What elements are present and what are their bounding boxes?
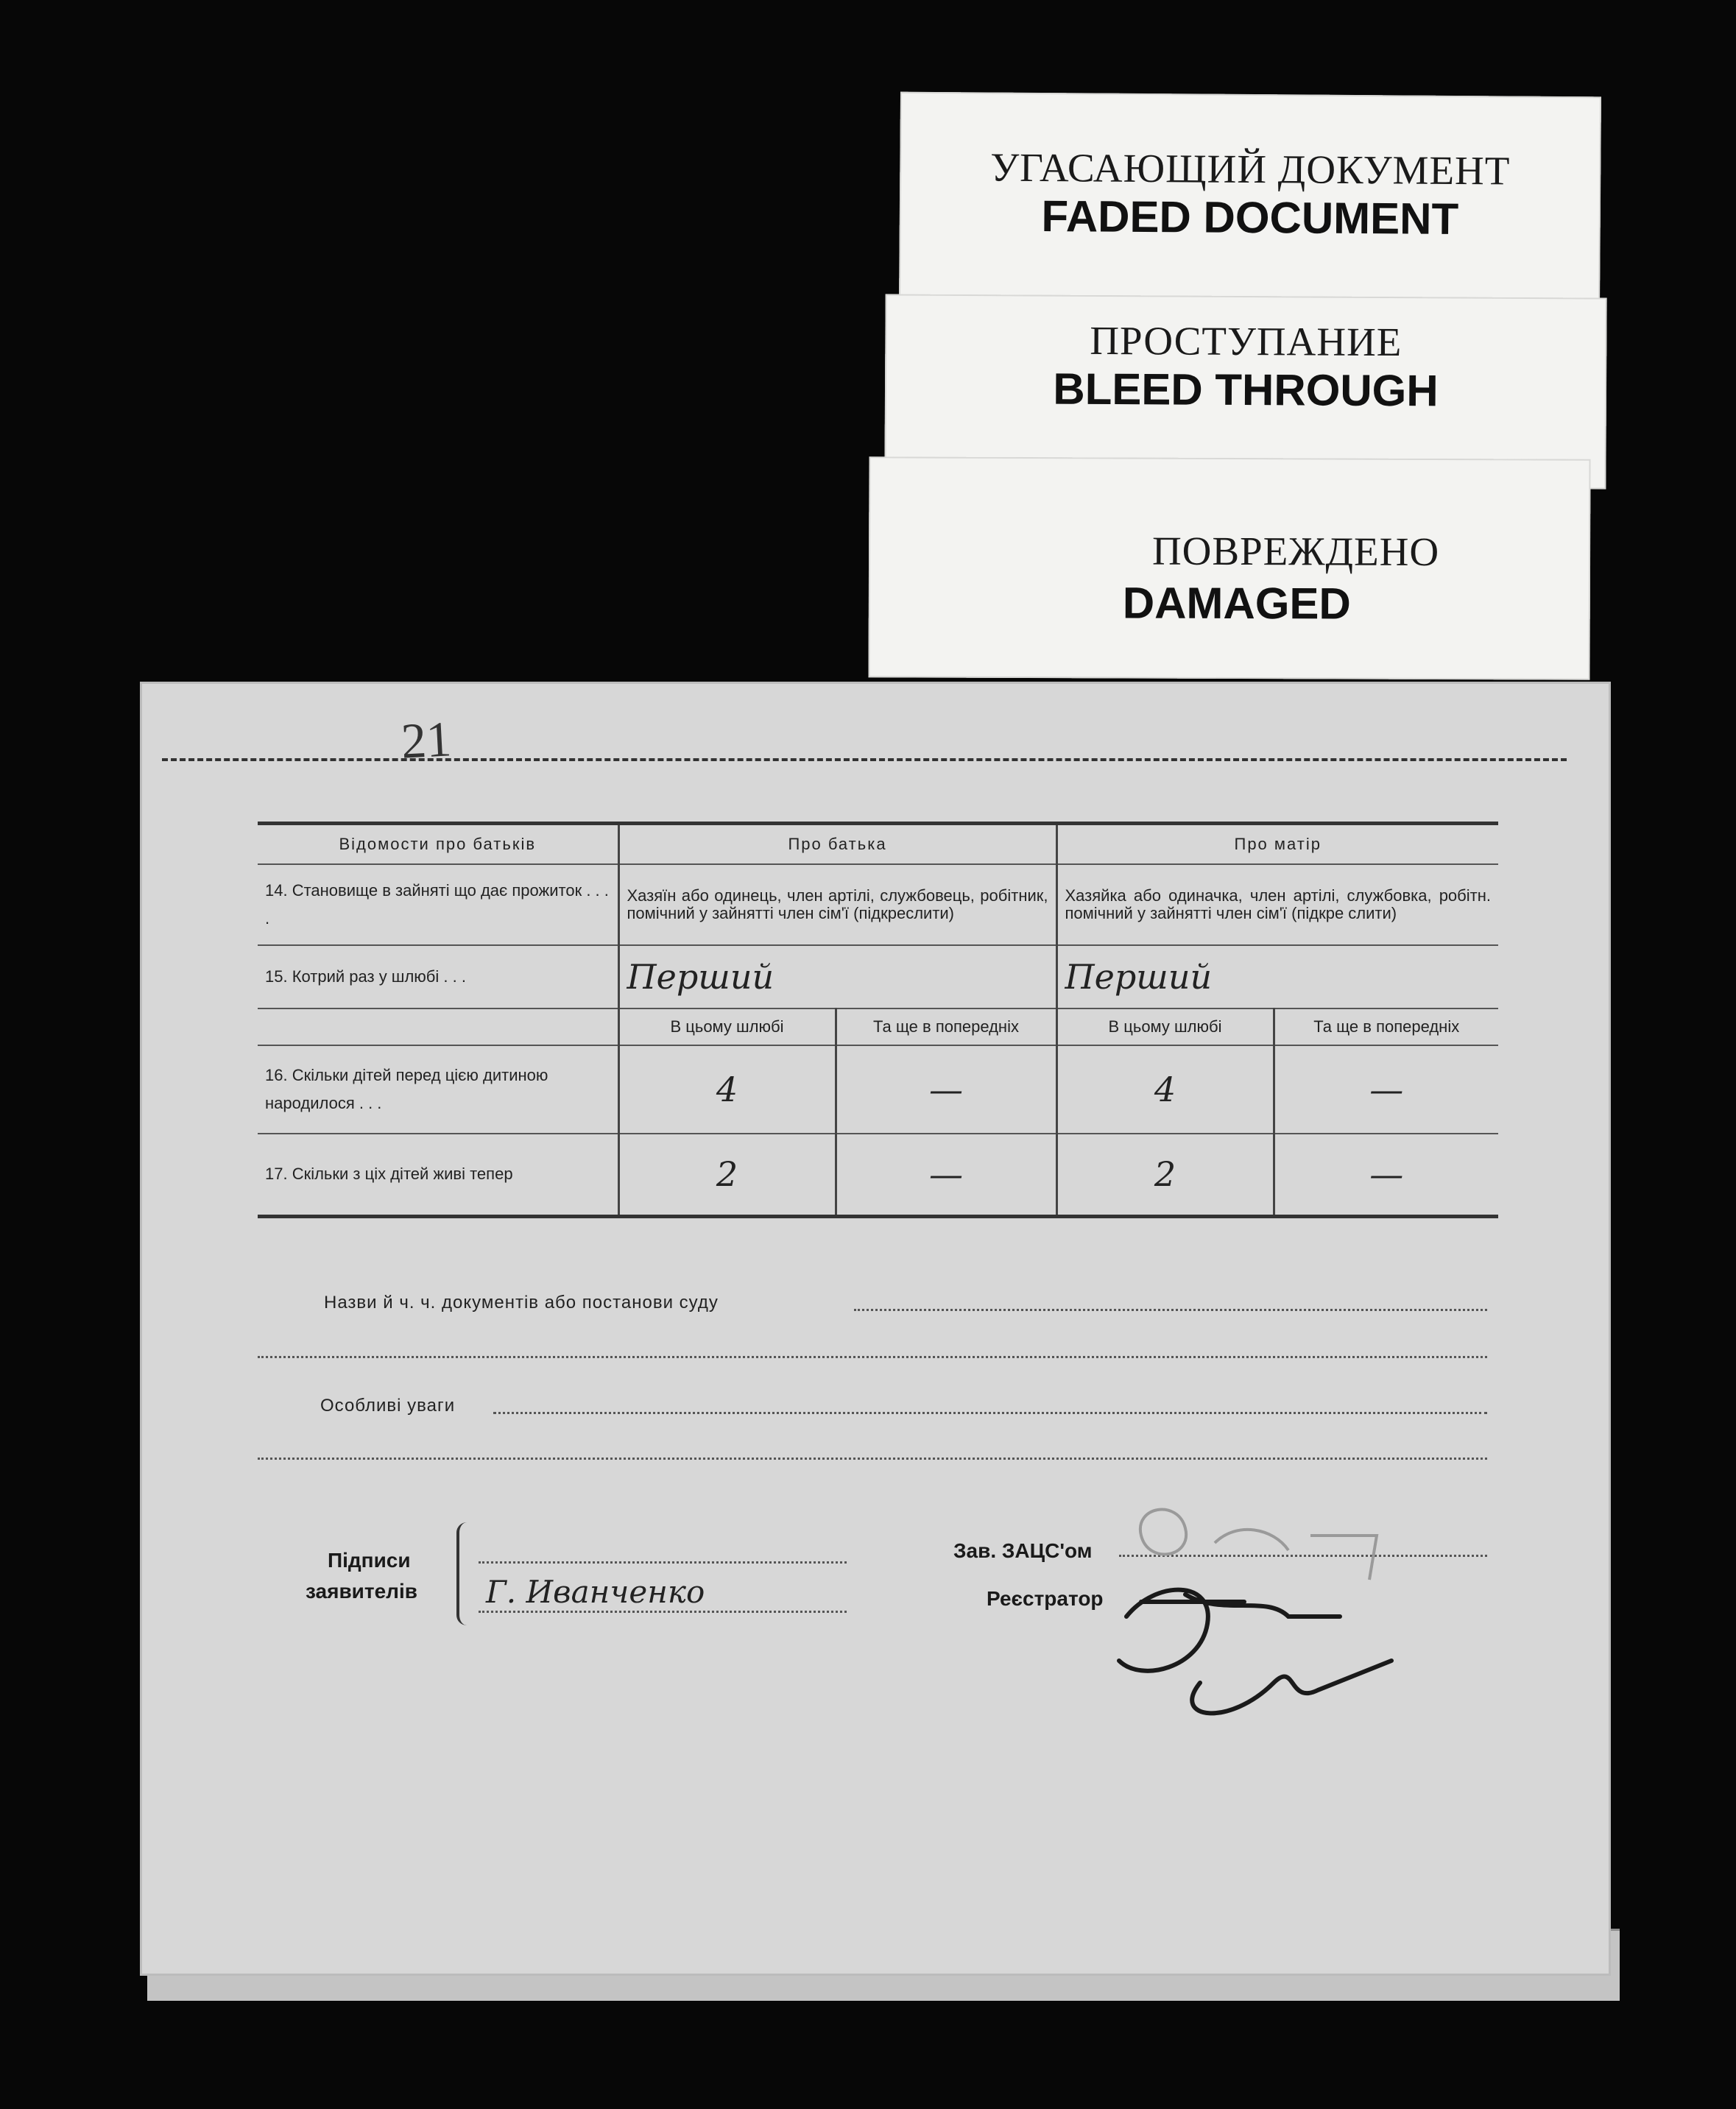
row17-mother-prev: — — [1274, 1134, 1498, 1216]
applicants-label-2: заявителів — [306, 1580, 417, 1603]
remarks-dotted-line-2 — [258, 1458, 1487, 1460]
row16-mother-this: 4 — [1056, 1045, 1274, 1134]
table-row — [258, 1045, 1498, 1134]
row15-father-value: Перший — [618, 945, 1056, 1008]
documents-dotted-line — [854, 1309, 1487, 1311]
perforation-line — [162, 758, 1567, 761]
row17-father-prev: — — [836, 1134, 1056, 1216]
row16-mother-prev: — — [1274, 1045, 1498, 1134]
remarks-dotted-line — [493, 1412, 1487, 1414]
header-father: Про батька — [618, 824, 1056, 865]
row16-father-this: 4 — [618, 1045, 836, 1134]
table-row — [258, 864, 1498, 945]
row15-label: 15. Котрий раз у шлюбі . . . — [258, 945, 618, 1008]
documents-field-label: Назви й ч. ч. документів або постанови суду — [324, 1293, 719, 1313]
flag-en-text: BLEED THROUGH — [1053, 364, 1439, 416]
page-number: 21 — [400, 710, 453, 769]
subheader-father-prev: Та ще в попередніх — [836, 1008, 1056, 1045]
header-parents-info: Відомости про батьків — [258, 824, 618, 865]
table-header-row — [258, 824, 1498, 865]
row17-father-this: 2 — [618, 1134, 836, 1216]
header-mother: Про матір — [1056, 824, 1498, 865]
flag-ru-text: ПРОСТУПАНИЕ — [1090, 317, 1402, 365]
registrar-label: Реєстратор — [987, 1587, 1104, 1610]
applicants-label-1: Підписи — [328, 1549, 411, 1572]
table-row — [258, 945, 1498, 1008]
row17-label: 17. Скільки з ціх дітей живі тепер — [258, 1134, 618, 1216]
faded-stamp-mark — [1126, 1491, 1406, 1617]
subheader-mother-this: В цьому шлюбі — [1056, 1008, 1274, 1045]
parents-info-table — [258, 822, 1498, 1218]
applicant-signature: Г. Иванченко — [486, 1574, 705, 1610]
flag-en-text: FADED DOCUMENT — [1041, 191, 1459, 244]
subheader-father-this: В цьому шлюбі — [618, 1008, 836, 1045]
row14-label: 14. Становище в зайняті що дає прожиток . . . . — [258, 864, 618, 945]
applicants-brace — [456, 1522, 481, 1625]
faded-document-flag — [899, 92, 1601, 311]
table-row — [258, 1134, 1498, 1216]
row16-label: 16. Скільки дітей перед цією дитиною народилося . . . — [258, 1045, 618, 1134]
register-page — [140, 682, 1611, 1976]
row14-father-options: Хазяїн або одинець, член артілі, службовець, робітник, помічний у зайнятті член сім'ї (підкреслити) — [618, 864, 1056, 945]
row17-mother-this: 2 — [1056, 1134, 1274, 1216]
flag-ru-text: ПОВРЕЖДЕНО — [1151, 528, 1440, 574]
row14-mother-options: Хазяйка або одиначка, член артілі, службовка, робітн. помічний у зайнятті член сім'ї (підкре слити) — [1056, 864, 1498, 945]
row15-mother-value: Перший — [1056, 945, 1498, 1008]
applicant-line-1 — [479, 1561, 847, 1564]
row16-father-prev: — — [836, 1045, 1056, 1134]
applicant-line-2 — [479, 1611, 847, 1613]
documents-dotted-line-2 — [258, 1356, 1487, 1358]
flag-en-text: DAMAGED — [1122, 578, 1351, 629]
damaged-flag — [868, 456, 1590, 679]
subheader-mother-prev: Та ще в попередніх — [1274, 1008, 1498, 1045]
subheader-row — [258, 1008, 1498, 1045]
head-of-registry-label: Зав. ЗАЦС'ом — [953, 1539, 1093, 1562]
flag-ru-text: УГАСАЮЩИЙ ДОКУМЕНТ — [990, 144, 1511, 194]
remarks-field-label: Особливі уваги — [320, 1396, 456, 1416]
